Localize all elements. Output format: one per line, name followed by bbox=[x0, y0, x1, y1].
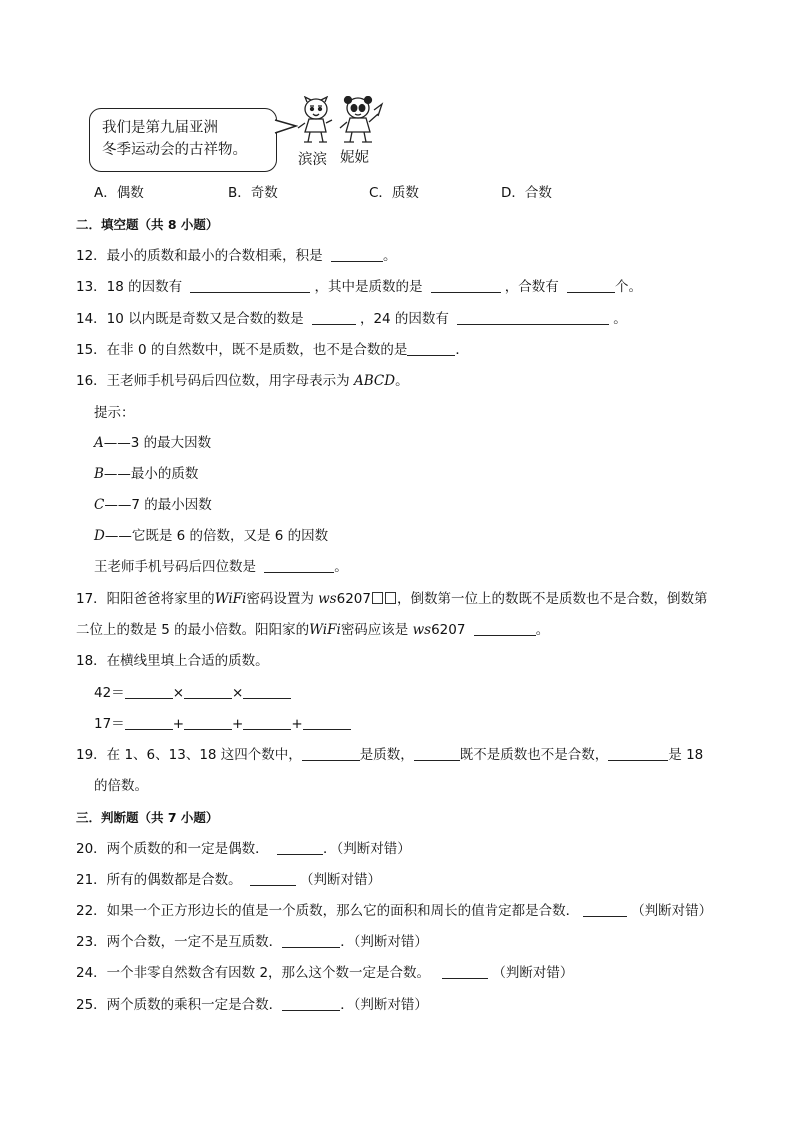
q16-intro-text: 16．王老师手机号码后四位数，用字母表示为 bbox=[76, 373, 350, 389]
q21-end: （判断对错） bbox=[299, 872, 381, 888]
q16-hint-b bbox=[94, 465, 198, 483]
q19-blank-neither[interactable] bbox=[414, 746, 460, 761]
hint-c-text: ——7 的最小因数 bbox=[104, 497, 212, 513]
q16-intro-variable: ABCD bbox=[353, 373, 396, 389]
question-25 bbox=[76, 996, 428, 1014]
mascot-name-binbin: 滨滨 bbox=[298, 152, 327, 168]
q19-part1: 19．在 1、6、13、18 这四个数中， bbox=[76, 747, 302, 763]
q25-answer-blank[interactable] bbox=[282, 996, 340, 1011]
mascot-name-nini: 妮妮 bbox=[340, 150, 369, 166]
hint-a-text: ——3 的最大因数 bbox=[103, 435, 212, 451]
q19-blank-multiples[interactable] bbox=[608, 746, 668, 761]
q12-answer-blank[interactable] bbox=[331, 247, 383, 262]
times-sign: × bbox=[232, 685, 244, 701]
q24-end: （判断对错） bbox=[492, 965, 574, 981]
q19-part4: 是 18 bbox=[668, 747, 704, 763]
q17-code-prefix: ws bbox=[318, 591, 337, 607]
q24-text: 24．一个非零自然数含有因数 2，那么这个数一定是合数。 bbox=[76, 965, 431, 981]
q22-end: （判断对错） bbox=[631, 903, 713, 919]
q23-answer-blank[interactable] bbox=[282, 933, 340, 948]
q13-part4: 个。 bbox=[615, 279, 643, 295]
hint-b-text: ——最小的质数 bbox=[103, 466, 199, 482]
q17-text-e: 密码应该是 bbox=[340, 622, 409, 638]
q17-wifi: WiFi bbox=[214, 591, 247, 607]
q24-answer-blank[interactable] bbox=[442, 964, 488, 979]
q18-eq1-blank-2[interactable] bbox=[184, 684, 232, 699]
question-23 bbox=[76, 933, 428, 951]
q17-text-b: 密码设置为 bbox=[246, 591, 314, 607]
q22-answer-blank[interactable] bbox=[583, 902, 627, 917]
question-13 bbox=[76, 278, 642, 296]
q14-blank-factors-24[interactable] bbox=[457, 310, 609, 325]
q25-end: ．（判断对错） bbox=[340, 997, 428, 1013]
q21-answer-blank[interactable] bbox=[250, 871, 296, 886]
option-a: A．偶数 bbox=[94, 185, 144, 201]
q17-end: 。 bbox=[535, 622, 550, 638]
q20-text: 20．两个质数的和一定是偶数． bbox=[76, 841, 269, 857]
q18-eq2-blank-4[interactable] bbox=[303, 715, 351, 730]
bubble-line-1: 我们是第九届亚洲 bbox=[102, 120, 218, 136]
q17-wifi-2: WiFi bbox=[309, 622, 341, 638]
q25-text: 25．两个质数的乘积一定是合数． bbox=[76, 997, 283, 1013]
q20-answer-blank[interactable] bbox=[277, 840, 323, 855]
q12-text: 12．最小的质数和最小的合数相乘，积是 bbox=[76, 248, 323, 264]
q23-text: 23．两个合数，一定不是互质数． bbox=[76, 934, 283, 950]
question-18: 18．在横线里填上合适的质数。 bbox=[76, 653, 269, 669]
q15-text: 15．在非 0 的自然数中，既不是质数，也不是合数的是 bbox=[76, 342, 408, 358]
q15-end: ． bbox=[455, 342, 469, 358]
q17-code-number-2: 6207 bbox=[431, 622, 466, 638]
q20-end: ．（判断对错） bbox=[322, 841, 411, 857]
q18-eq1-left: 42＝ bbox=[94, 685, 125, 701]
q14-blank-odd-composite[interactable] bbox=[312, 310, 356, 325]
q16-answer-blank[interactable] bbox=[264, 558, 334, 573]
section-title-fill-in: 二．填空题（共 8 小题） bbox=[76, 217, 219, 232]
q18-eq2-blank-2[interactable] bbox=[184, 715, 232, 730]
q16-hint-label: 提示： bbox=[94, 405, 135, 421]
q14-part1: 14．10 以内既是奇数又是合数的数是 bbox=[76, 311, 304, 327]
q16-hint-a bbox=[94, 434, 211, 452]
q16-hint-c bbox=[94, 496, 212, 514]
hint-c-var: C bbox=[94, 497, 105, 513]
q19-part3: 既不是质数也不是合数， bbox=[459, 747, 609, 763]
option-d: D．合数 bbox=[501, 185, 552, 201]
question-22 bbox=[76, 902, 712, 920]
q13-part2: ，其中是质数的是 bbox=[314, 279, 423, 295]
plus-sign: + bbox=[232, 716, 244, 732]
q16-hint-d bbox=[94, 527, 328, 545]
question-20 bbox=[76, 840, 411, 858]
bubble-line-2: 冬季运动会的古祥物。 bbox=[102, 142, 247, 158]
q18-eq2-blank-3[interactable] bbox=[243, 715, 291, 730]
q13-blank-composite-count[interactable] bbox=[567, 278, 615, 293]
q17-text-c: ，倒数第一位上的数既不是质数也不是合数，倒数第 bbox=[396, 591, 708, 607]
q13-part3: ，合数有 bbox=[504, 279, 559, 295]
q17-text-d: 二位上的数是 5 的最小倍数。阳阳家的 bbox=[76, 622, 310, 638]
question-17-line1 bbox=[76, 590, 707, 608]
q17-digit-box-1 bbox=[372, 592, 383, 604]
option-c: C．质数 bbox=[369, 185, 419, 201]
q13-blank-factors[interactable] bbox=[190, 278, 310, 293]
q18-eq2-left: 17＝ bbox=[94, 716, 125, 732]
question-16-intro bbox=[76, 372, 409, 390]
question-24 bbox=[76, 964, 573, 982]
hint-d-var: D bbox=[94, 528, 105, 544]
q19-blank-primes[interactable] bbox=[302, 746, 360, 761]
q17-text-a: 17．阳阳爸爸将家里的 bbox=[76, 591, 215, 607]
q13-blank-primes[interactable] bbox=[431, 278, 501, 293]
q16-answer-line bbox=[94, 558, 348, 576]
q18-equation-17 bbox=[94, 715, 351, 733]
option-b: B．奇数 bbox=[228, 185, 278, 201]
q18-eq1-blank-3[interactable] bbox=[243, 684, 291, 699]
question-17-line2 bbox=[76, 621, 549, 639]
question-15 bbox=[76, 341, 469, 359]
hint-b-var: B bbox=[94, 466, 104, 482]
q23-end: ．（判断对错） bbox=[340, 934, 428, 950]
times-sign: × bbox=[172, 685, 184, 701]
q16-answer-end: 。 bbox=[334, 559, 348, 575]
q13-part1: 13．18 的因数有 bbox=[76, 279, 183, 295]
q14-end: 。 bbox=[613, 311, 627, 327]
q18-eq1-blank-1[interactable] bbox=[125, 684, 173, 699]
q16-answer-text: 王老师手机号码后四位数是 bbox=[94, 559, 256, 575]
q18-equation-42 bbox=[94, 684, 291, 702]
bubble-text bbox=[102, 117, 247, 161]
mascots-illustration bbox=[274, 96, 394, 170]
q15-answer-blank[interactable] bbox=[407, 341, 455, 356]
question-19-line1 bbox=[76, 746, 703, 764]
plus-sign: + bbox=[172, 716, 184, 732]
question-21 bbox=[76, 871, 381, 889]
mascot-figures-icon bbox=[274, 96, 394, 148]
q17-digit-box-2 bbox=[385, 592, 396, 604]
speech-bubble bbox=[89, 108, 277, 172]
q12-end: 。 bbox=[382, 248, 397, 264]
section-title-true-false: 三．判断题（共 7 小题） bbox=[76, 810, 219, 825]
question-14 bbox=[76, 310, 627, 328]
hint-d-text: ——它既是 6 的倍数，又是 6 的因数 bbox=[104, 528, 329, 544]
q19-part2: 是质数， bbox=[359, 747, 414, 763]
question-19-line2: 的倍数。 bbox=[94, 778, 148, 794]
q17-answer-blank[interactable] bbox=[474, 621, 536, 636]
question-12 bbox=[76, 247, 396, 265]
q16-intro-end: 。 bbox=[395, 373, 409, 389]
q17-code-number: 6207 bbox=[336, 591, 371, 607]
plus-sign: + bbox=[291, 716, 303, 732]
q14-part2: ，24 的因数有 bbox=[359, 311, 449, 327]
q17-code-prefix-2: ws bbox=[412, 622, 432, 638]
q22-text: 22．如果一个正方形边长的值是一个质数，那么它的面积和周长的值肯定都是合数． bbox=[76, 903, 580, 919]
hint-a-var: A bbox=[94, 435, 104, 451]
q21-text: 21．所有的偶数都是合数。 bbox=[76, 872, 242, 888]
q18-eq2-blank-1[interactable] bbox=[125, 715, 173, 730]
